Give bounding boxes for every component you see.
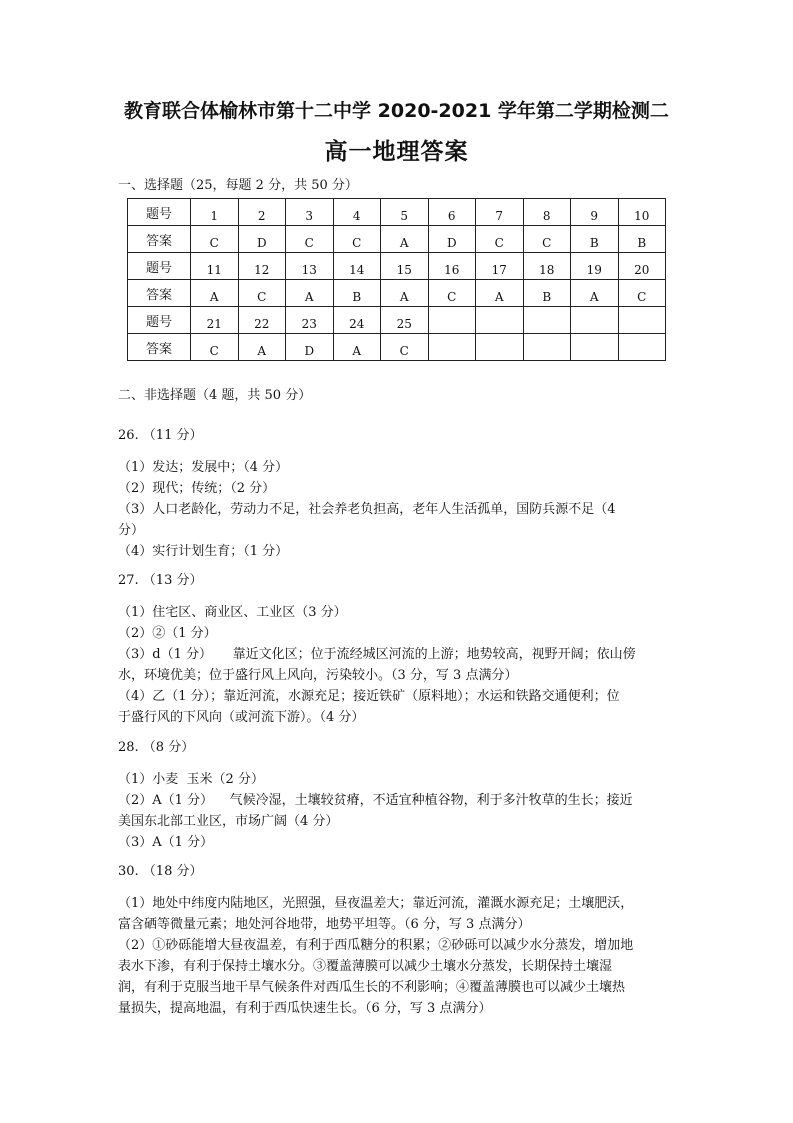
answer-line: （1）住宅区、商业区、工业区（3 分） — [118, 605, 347, 620]
table-cell: 6 — [428, 199, 476, 226]
table-cell: 7 — [476, 199, 524, 226]
question-30 — [118, 861, 678, 1019]
question-30-answers — [118, 893, 678, 1019]
table-cell: 16 — [428, 253, 476, 280]
answer-line: （4）实行计划生育；（1 分） — [118, 544, 289, 559]
table-cell — [476, 307, 524, 334]
answer-line: 富含硒等微量元素；地处河谷地带，地势平坦等。（6 分，写 3 点满分） — [118, 917, 531, 932]
table-cell: A — [381, 226, 429, 253]
question-26-answers — [118, 457, 678, 562]
answer-line: （2）②（1 分） — [118, 626, 217, 641]
table-cell: A — [191, 280, 239, 307]
table-cell: A — [476, 280, 524, 307]
table-cell: 3 — [286, 199, 334, 226]
table-row — [128, 307, 666, 334]
table-cell: A — [238, 334, 286, 361]
table-cell: 13 — [286, 253, 334, 280]
answer-line: 美国东北部工业区，市场广阔（4 分） — [118, 814, 339, 829]
answer-line: （3）A（1 分） — [118, 835, 214, 850]
table-row-label: 题号 — [128, 199, 191, 226]
section-free-response-heading: 二、非选择题（4 题，共 50 分） — [118, 388, 312, 403]
table-cell — [476, 334, 524, 361]
table-cell: 15 — [381, 253, 429, 280]
table-cell: C — [476, 226, 524, 253]
question-28-heading: 28. （8 分） — [118, 740, 195, 755]
table-cell — [523, 334, 571, 361]
table-cell: 14 — [333, 253, 381, 280]
answer-line: （3）d（1 分） 靠近文化区；位于流经城区河流的上游；地势较高，视野开阔；依山傍 — [118, 647, 636, 662]
question-27-heading: 27. （13 分） — [118, 573, 203, 588]
table-cell: 17 — [476, 253, 524, 280]
table-cell: 22 — [238, 307, 286, 334]
table-row — [128, 334, 666, 361]
table-cell: D — [238, 226, 286, 253]
table-cell: C — [286, 226, 334, 253]
answer-line: （1）小麦 玉米（2 分） — [118, 772, 264, 787]
table-cell — [523, 307, 571, 334]
table-cell: D — [286, 334, 334, 361]
table-cell: A — [286, 280, 334, 307]
table-cell: 1 — [191, 199, 239, 226]
question-28-answers — [118, 769, 678, 853]
table-row — [128, 226, 666, 253]
table-cell: C — [428, 280, 476, 307]
table-cell: C — [238, 280, 286, 307]
answer-line: （4）乙（1 分）；靠近河流，水源充足；接近铁矿（原料地）；水运和铁路交通便利；位 — [118, 689, 620, 704]
table-cell: 10 — [618, 199, 666, 226]
table-cell: B — [523, 280, 571, 307]
table-cell — [428, 334, 476, 361]
table-cell: 20 — [618, 253, 666, 280]
table-cell: D — [428, 226, 476, 253]
question-30-heading: 30. （18 分） — [118, 864, 203, 879]
table-cell — [571, 307, 619, 334]
table-row-label: 答案 — [128, 226, 191, 253]
table-cell — [571, 334, 619, 361]
table-cell: B — [618, 226, 666, 253]
answer-line: （2）现代；传统；（2 分） — [118, 481, 276, 496]
question-27 — [118, 570, 678, 728]
table-cell — [618, 334, 666, 361]
table-row-label: 题号 — [128, 307, 191, 334]
table-row — [128, 280, 666, 307]
table-row-label: 题号 — [128, 253, 191, 280]
table-cell: 12 — [238, 253, 286, 280]
answer-line: 分） — [118, 523, 145, 538]
answer-line: （1）发达；发展中；（4 分） — [118, 460, 289, 475]
question-26 — [118, 425, 678, 562]
table-cell: 18 — [523, 253, 571, 280]
table-cell: 4 — [333, 199, 381, 226]
table-row — [128, 199, 666, 226]
table-cell — [428, 307, 476, 334]
answer-table — [127, 198, 666, 361]
table-cell: 9 — [571, 199, 619, 226]
table-cell: A — [571, 280, 619, 307]
table-cell — [618, 307, 666, 334]
table-cell: 19 — [571, 253, 619, 280]
section-multiple-choice-heading: 一、选择题（25，每题 2 分，共 50 分） — [118, 178, 358, 193]
table-cell: C — [381, 334, 429, 361]
answer-line: （2）①砂砾能增大昼夜温差，有利于西瓜糖分的积累；②砂砾可以减少水分蒸发，增加地 — [118, 938, 634, 953]
table-cell: C — [191, 226, 239, 253]
answer-line: （2）A（1 分） 气候冷湿，土壤较贫瘠，不适宜种植谷物，利于多汁牧草的生长；接近 — [118, 793, 633, 808]
table-cell: 23 — [286, 307, 334, 334]
answer-line: 量损失，提高地温，有利于西瓜快速生长。（6 分，写 3 点满分） — [118, 1001, 492, 1016]
table-row — [128, 253, 666, 280]
answer-line: 于盛行风的下风向（或河流下游）。（4 分） — [118, 710, 365, 725]
table-cell: 25 — [381, 307, 429, 334]
table-cell: 21 — [191, 307, 239, 334]
answer-line: （1）地处中纬度内陆地区，光照强，昼夜温差大；靠近河流，灌溉水源充足；土壤肥沃， — [118, 896, 634, 911]
table-row-label: 答案 — [128, 334, 191, 361]
table-cell: 24 — [333, 307, 381, 334]
document-title: 教育联合体榆林市第十二中学 2020-2021 学年第二学期检测二 — [124, 100, 669, 122]
answer-line: 润，有利于克服当地干旱气候条件对西瓜生长的不利影响；④覆盖薄膜也可以减少土壤热 — [118, 980, 626, 995]
table-cell: A — [381, 280, 429, 307]
table-row-label: 答案 — [128, 280, 191, 307]
table-cell: 2 — [238, 199, 286, 226]
answer-line: （3）人口老龄化，劳动力不足，社会养老负担高，老年人生活孤单，国防兵源不足（4 — [118, 502, 616, 517]
table-cell: C — [523, 226, 571, 253]
table-cell: C — [618, 280, 666, 307]
table-cell: C — [333, 226, 381, 253]
document-subtitle: 高一地理答案 — [324, 139, 469, 165]
table-cell: B — [333, 280, 381, 307]
table-cell: 11 — [191, 253, 239, 280]
table-cell: B — [571, 226, 619, 253]
question-28 — [118, 737, 678, 853]
question-26-heading: 26. （11 分） — [118, 428, 203, 443]
table-cell: 8 — [523, 199, 571, 226]
answer-line: 表水下渗，有利于保持土壤水分。③覆盖薄膜可以减少土壤水分蒸发，长期保持土壤湿 — [118, 959, 613, 974]
table-cell: A — [333, 334, 381, 361]
question-27-answers — [118, 602, 678, 728]
table-cell: 5 — [381, 199, 429, 226]
answer-line: 水，环境优美；位于盛行风上风向，污染较小。（3 分，写 3 点满分） — [118, 668, 518, 683]
table-cell: C — [191, 334, 239, 361]
